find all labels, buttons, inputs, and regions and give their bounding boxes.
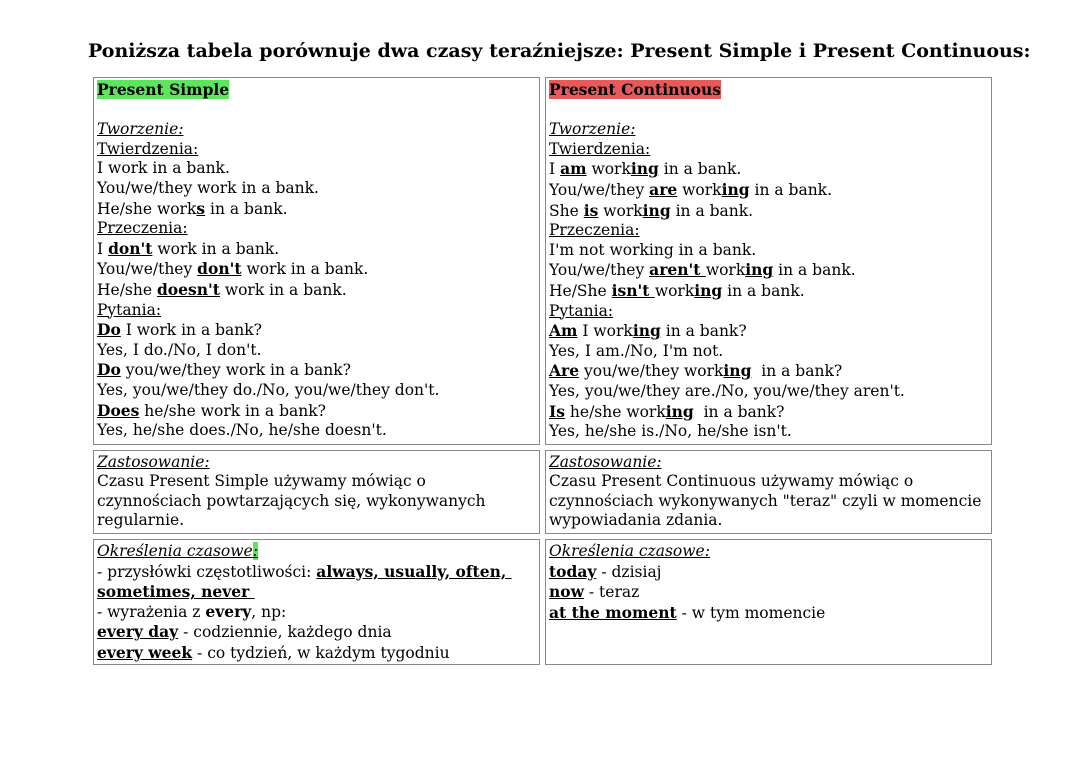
example-line: Yes, he/she is./No, he/she isn't. <box>549 422 792 441</box>
present-continuous-usage-cell <box>545 450 992 534</box>
example-line: You/we/they work in a bank. <box>97 178 319 197</box>
present-continuous-time-cell <box>545 539 992 665</box>
example-line: He/she works in a bank. <box>97 198 288 218</box>
usage-text-line: wypowiadania zdania. <box>549 511 723 530</box>
example-line: Does he/she work in a bank? <box>97 400 326 420</box>
example-line: Yes, you/we/they do./No, you/we/they don't. <box>97 380 440 399</box>
present-simple-time-cell <box>93 539 540 665</box>
present-simple-heading: Present Simple <box>97 80 230 99</box>
time-line: - przysłówki częstotliwości: always, usually, often, <box>97 561 512 581</box>
example-line: Are you/we/they working in a bank? <box>549 361 843 381</box>
example-line: Do I work in a bank? <box>97 320 262 340</box>
questions-label: Pytania: <box>549 301 614 320</box>
questions-label: Pytania: <box>97 300 162 319</box>
example-line: He/she doesn't work in a bank. <box>97 279 347 299</box>
time-line: every day - codziennie, każdego dnia <box>97 622 392 642</box>
usage-text-line: Czasu Present Continuous używamy mówiąc o <box>549 472 914 491</box>
example-line: I don't work in a bank. <box>97 238 280 258</box>
example-line: I am working in a bank. <box>549 159 742 179</box>
example-line: You/we/they are working in a bank. <box>549 179 832 199</box>
usage-label: Zastosowanie: <box>549 452 662 471</box>
example-line: Is he/she working in a bank? <box>549 401 785 421</box>
formation-label: Tworzenie: <box>549 120 636 139</box>
example-line: She is working in a bank. <box>549 200 754 220</box>
time-line: at the moment - w tym momencie <box>549 602 826 622</box>
formation-row <box>93 77 992 445</box>
time-line: today - dzisiaj <box>549 561 662 581</box>
present-continuous-formation-cell <box>545 77 992 445</box>
time-expressions-row <box>93 539 992 665</box>
usage-text-line: Czasu Present Simple używamy mówiąc o <box>97 472 426 491</box>
example-line: I work in a bank. <box>97 159 230 178</box>
time-label: Określenia czasowe: <box>549 542 710 561</box>
usage-row <box>93 450 992 534</box>
example-line: Am I working in a bank? <box>549 321 747 341</box>
time-label: Określenia czasowe: <box>97 542 258 561</box>
present-continuous-heading: Present Continuous <box>549 80 721 99</box>
negative-label: Przeczenia: <box>97 219 188 238</box>
usage-text-line: czynnościach powtarzających się, wykonywanych <box>97 491 486 510</box>
formation-label: Tworzenie: <box>97 120 184 139</box>
usage-text-line: regularnie. <box>97 511 185 530</box>
time-line: every week - co tydzień, w każdym tygodniu <box>97 643 450 663</box>
affirmative-label: Twierdzenia: <box>97 139 199 158</box>
example-line: I'm not working in a bank. <box>549 240 757 259</box>
example-line: He/She isn't working in a bank. <box>549 280 805 300</box>
comparison-table <box>88 72 997 670</box>
usage-text-line: czynnościach wykonywanych "teraz" czyli w momencie <box>549 491 982 510</box>
example-line: Yes, I do./No, I don't. <box>97 340 262 359</box>
example-line: Do you/we/they work in a bank? <box>97 360 351 380</box>
example-line: You/we/they don't work in a bank. <box>97 259 369 279</box>
time-line: now - teraz <box>549 582 640 602</box>
affirmative-label: Twierdzenia: <box>549 139 651 158</box>
example-line: You/we/they aren't working in a bank. <box>549 260 856 280</box>
present-simple-usage-cell <box>93 450 540 534</box>
example-line: Yes, you/we/they are./No, you/we/they aren't. <box>549 381 905 400</box>
time-line: - wyrażenia z every, np: <box>97 601 287 621</box>
present-simple-formation-cell <box>93 77 540 445</box>
time-line: sometimes, never <box>97 582 255 602</box>
page-title: Poniższa tabela porównuje dwa czasy teraźniejsze: Present Simple i Present Continuous: <box>88 40 1031 62</box>
example-line: Yes, he/she does./No, he/she doesn't. <box>97 421 387 440</box>
example-line: Yes, I am./No, I'm not. <box>549 341 724 360</box>
negative-label: Przeczenia: <box>549 221 640 240</box>
usage-label: Zastosowanie: <box>97 452 210 471</box>
